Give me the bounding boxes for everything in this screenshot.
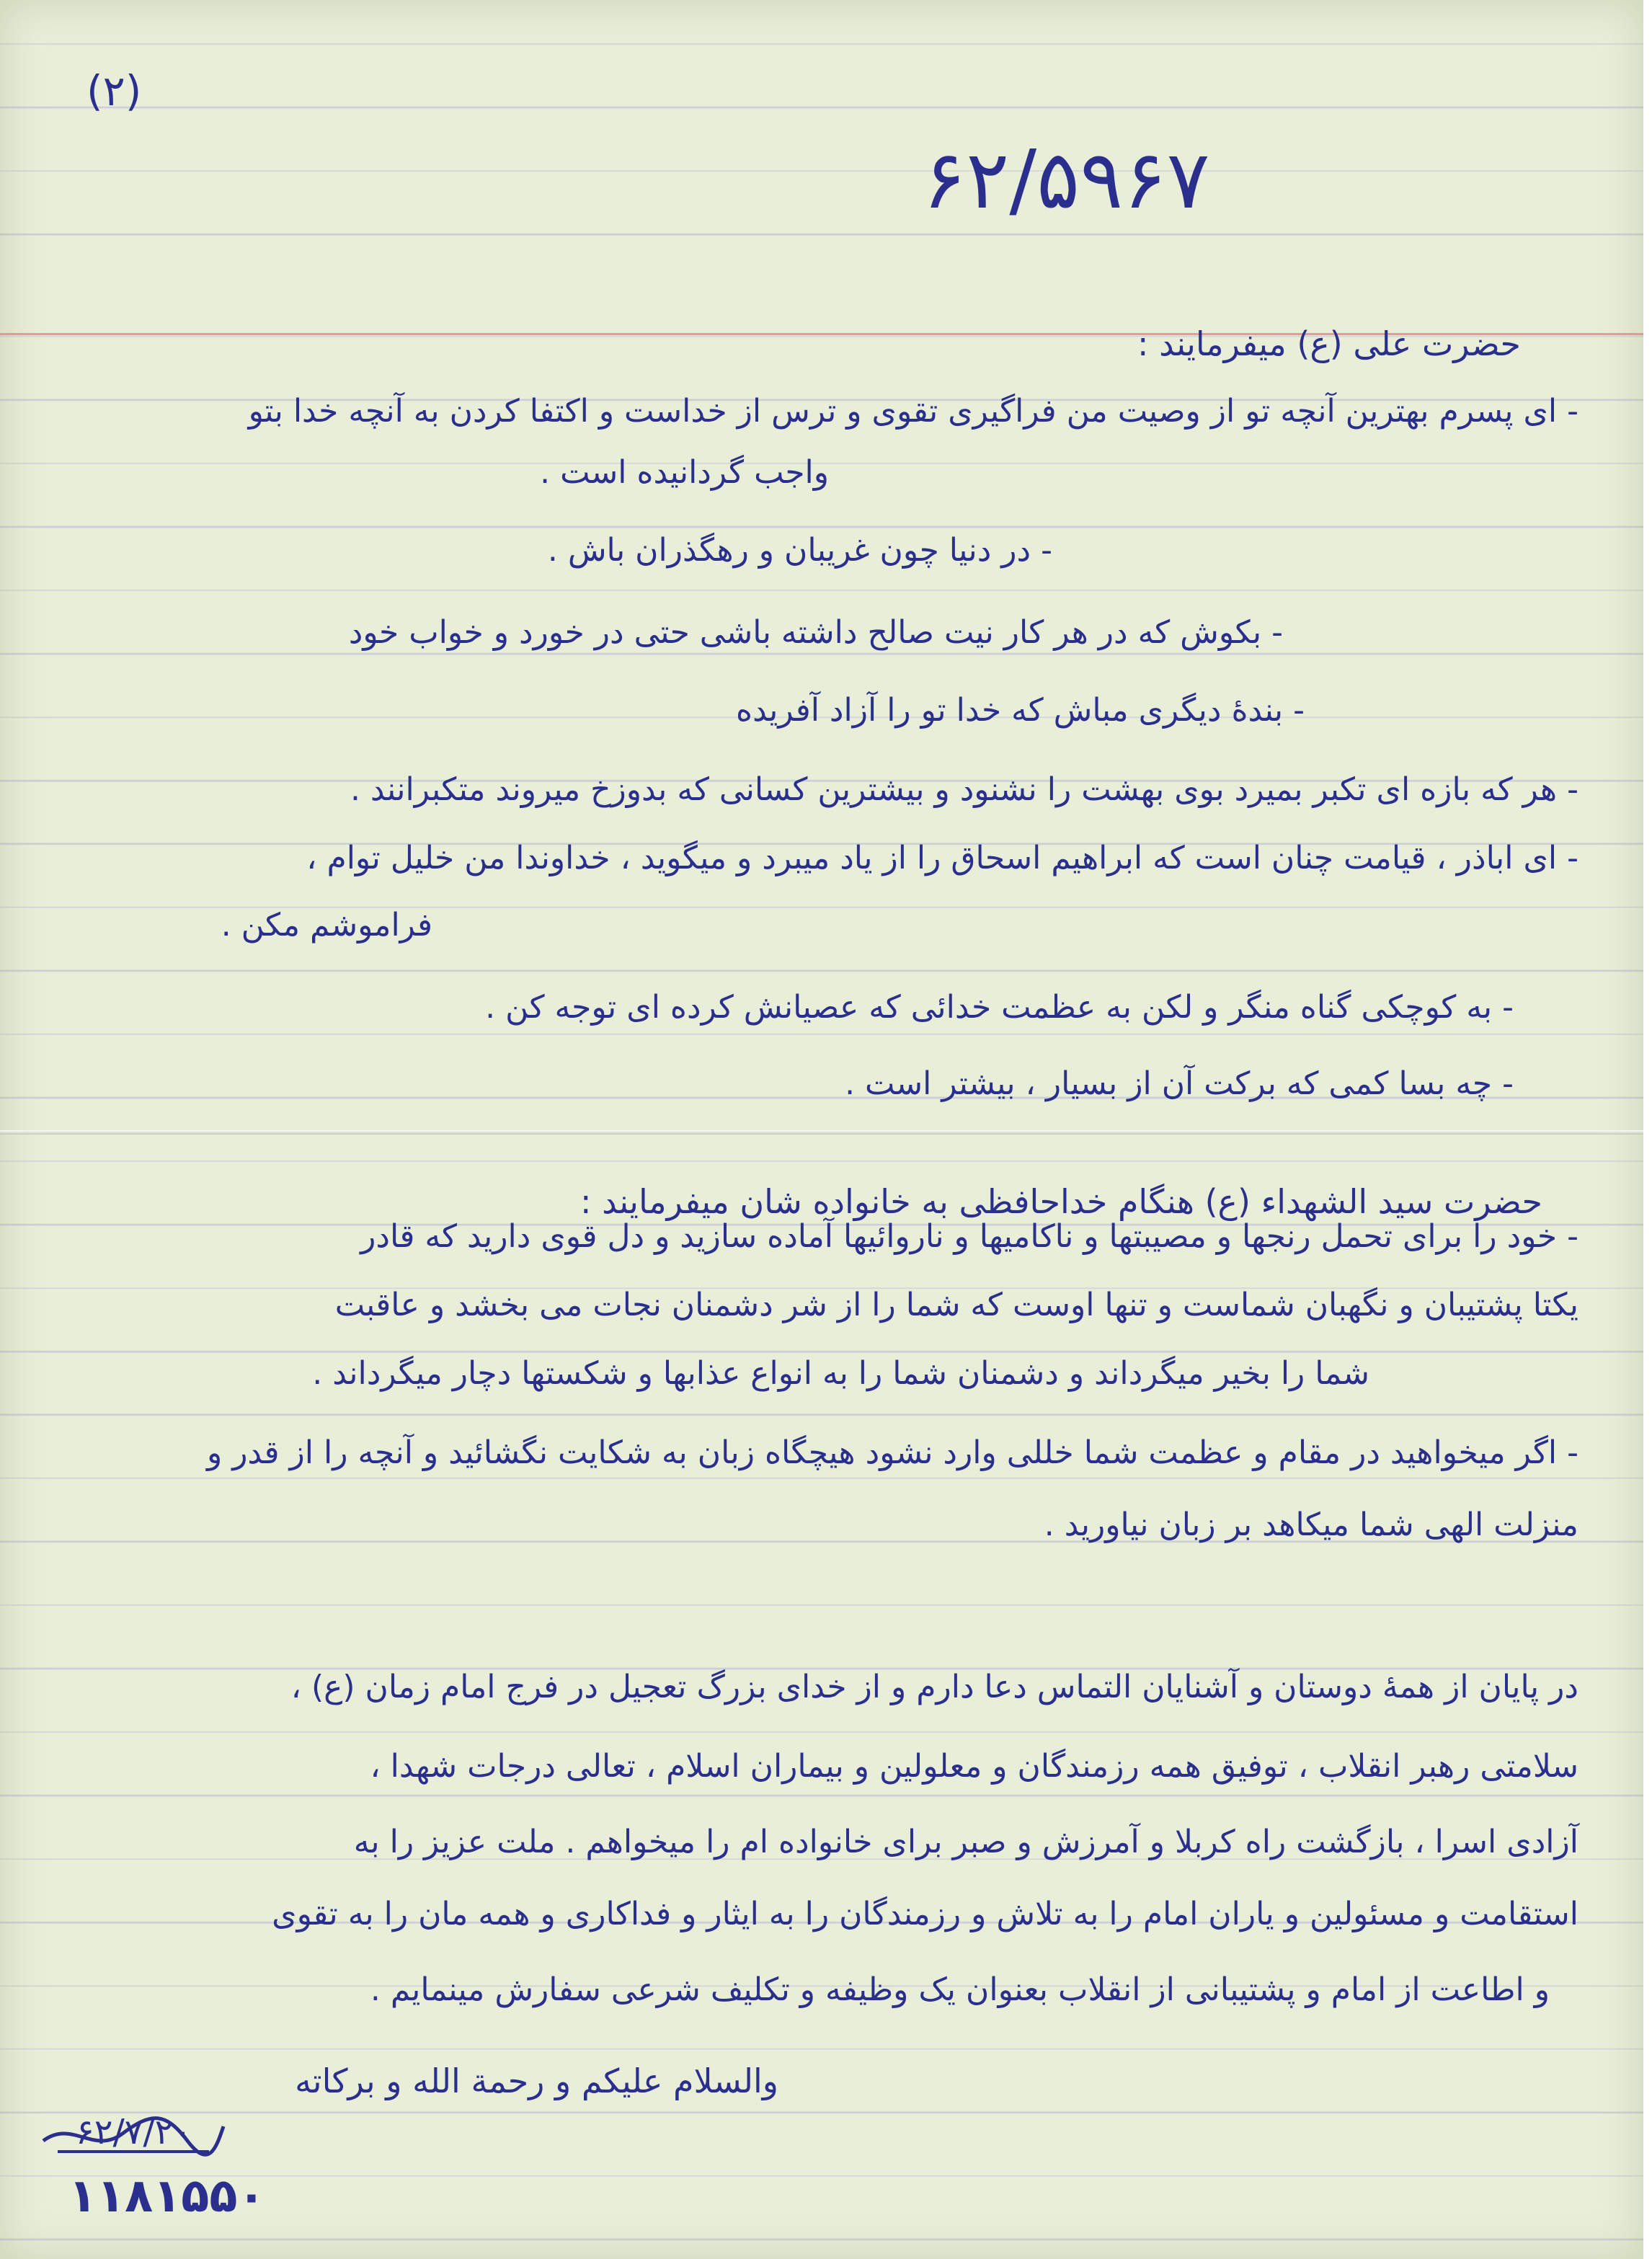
ali-line: واجب گردانیده است . (540, 454, 829, 491)
fold-crease (0, 1130, 1643, 1135)
ali-line: - ای اباذر ، قیامت چنان است که ابراهیم اسحاق را از یاد میبرد و میگوید ، خداوندا من خلیل توام ، (306, 840, 1578, 876)
closing-salutation: والسلام علیکم و رحمة الله و برکاته (295, 2061, 778, 2100)
closing-paragraph-line: استقامت و مسئولین و یاران امام را به تلاش و رزمندگان را به ایثار و فداکاری و همه مان را به تقوی (272, 1896, 1578, 1932)
ali-line: - ای پسرم بهترین آنچه تو از وصیت من فراگیری تقوی و ترس از خداست و اکتفا کردن به آنچه خدا بتو (248, 393, 1578, 430)
husayn-line: شما را بخیر میگرداند و دشمنان شما را به انواع عذابها و شکستها دچار میگرداند . (312, 1355, 1369, 1392)
section-husayn-heading: حضرت سید الشهداء (ع) هنگام خداحافظی به خانواده شان میفرمایند : (580, 1182, 1542, 1221)
closing-paragraph-line: سلامتی رهبر انقلاب ، توفیق همه رزمندگان و معلولین و بیماران اسلام ، تعالی درجات شهدا ، (370, 1748, 1578, 1785)
husayn-line: - خود را برای تحمل رنجها و مصیبتها و ناکامیها و ناروائیها آماده سازید و دل قوی دارید که قادر (360, 1218, 1578, 1255)
reference-number-bottom: ۱۱۸۱۵۵۰ (68, 2170, 266, 2223)
ali-line: - چه بسا کمی که برکت آن از بسیار ، بیشتر است . (845, 1065, 1514, 1102)
ali-line: - بکوش که در هر کار نیت صالح داشته باشی حتی در خورد و خواب خود (348, 614, 1283, 651)
reference-number-top: ۶۲/۵۹۶۷ (923, 133, 1210, 227)
closing-paragraph-line: آزادی اسرا ، بازگشت راه کربلا و آمرزش و صبر برای خانواده ام را میخواهم . ملت عزیز را به (353, 1824, 1578, 1860)
letter-date: ۶۲/۷/۲۰ (76, 2112, 192, 2152)
ali-line: - به کوچکی گناه منگر و لکن به عظمت خدائی که عصیانش کرده ای توجه کن . (485, 989, 1514, 1026)
ali-line: - بندهٔ دیگری مباش که خدا تو را آزاد آفریده (736, 692, 1305, 729)
husayn-line: منزلت الهی شما میکاهد بر زبان نیاورید . (1044, 1506, 1578, 1543)
ali-line: - هر که بازه ای تکبر بمیرد بوی بهشت را نشنود و بیشترین کسانی که بدوزخ میروند متکبرانند . (350, 771, 1578, 808)
page-number: (۲) (86, 66, 142, 115)
ali-line: فراموشم مکن . (221, 907, 432, 944)
section-ali-heading: حضرت علی (ع) میفرمایند : (1137, 324, 1521, 363)
ali-line: - در دنیا چون غریبان و رهگذران باش . (547, 532, 1052, 569)
husayn-line: - اگر میخواهید در مقام و عظمت شما خللی وارد نشود هیچگاه زبان به شکایت نگشائید و آنچه را از قدر و (206, 1434, 1578, 1471)
closing-paragraph-line: در پایان از همهٔ دوستان و آشنایان التماس دعا دارم و از خدای بزرگ تعجیل در فرج امام زمان (ع) ، (290, 1669, 1578, 1705)
closing-paragraph-line: و اطاعت از امام و پشتیبانی از انقلاب بعنوان یک وظیفه و تکلیف شرعی سفارش مینمایم . (370, 1971, 1550, 2008)
husayn-line: یکتا پشتیبان و نگهبان شماست و تنها اوست که شما را از شر دشمنان نجات می بخشد و عاقبت (334, 1287, 1578, 1323)
